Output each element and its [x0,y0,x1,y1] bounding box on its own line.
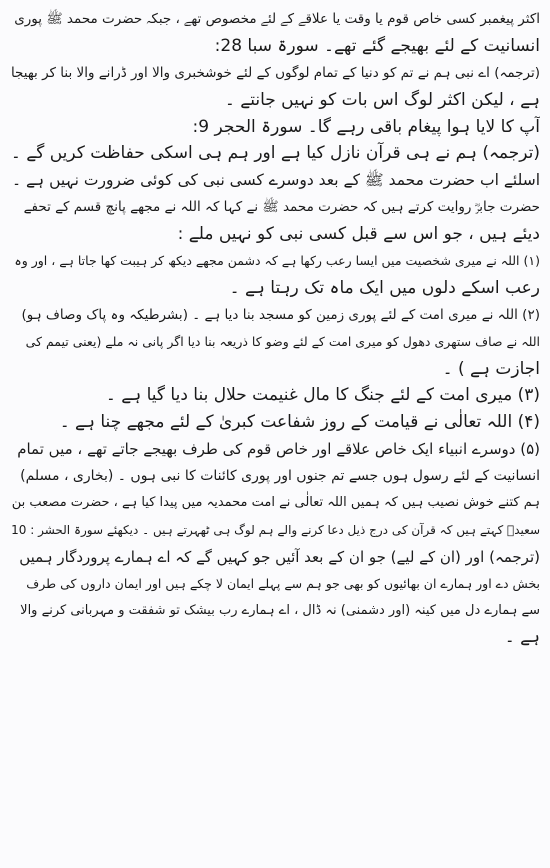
text-line: انسانیت کے لئے رسول ہوں جسے تم جنوں اور پوری کائنات کا نبی ہوں ۔ (بخاری ، مسلم) [20,468,540,485]
text-line: (۳) میری امت کے لئے جنگ کا مال غنیمت حلال بنا دیا گیا ہے ۔ [105,385,540,406]
text-line: (۵) دوسرے انبیاء ایک خاص علاقے اور خاص قوم کی طرف بھیجے جاتے تھے ، میں تمام [17,440,540,459]
text-line: (۱) اللہ نے میری شخصیت میں ایسا رعب رکھا ہے کہ دشمن مجھے دیکھ کر ہیبت کھا جاتا ہے ، اور وہ [14,253,540,269]
text-line: اجازت ہے ) ۔ [442,358,540,379]
text-line: بخش دے اور ہمارے ان بھائیوں کو بھی جو ہم سے پہلے ایمان لا چکے ہیں اور ایمان داروں کی طرف [26,575,540,591]
text-line: حضرت جابرؓ روایت کرتے ہیں کہ حضرت محمد ﷺ نے کہا کہ اللہ نے مجھے پانچ قسم کے تحفے [23,199,540,216]
text-line: (۲) اللہ نے میری امت کے لئے پوری زمین کو مسجد بنا دیا ہے ۔ (بشرطیکہ وہ پاک وصاف ہو) [21,306,540,323]
text-line: اسلئے اب حضرت محمد ﷺ کے بعد دوسرے کسی نبی کی کوئی ضرورت نہیں ہے ۔ [11,171,540,190]
text-line: ہم کتنے خوش نصیب ہیں کہ ہمیں اللہ تعالٰی نے امت محمدیہ میں پیدا کیا ہے ، حضرت مصعب بن [11,495,540,511]
text-line: سعیدؓ کہتے ہیں کہ قرآن کی درج ذیل دعا کرنے والے ہم لوگ ہی ٹھہرتے ہیں ۔ دیکھئے سورۃ الحشر : 10 [11,522,540,537]
text-line: رعب اسکے دلوں میں ایک ماہ تک رہتا ہے ۔ [229,277,540,298]
text-line: اللہ نے صاف ستھری دھول کو میری امت کے لئے وضو کا ذریعہ بنا دیا اگر پانی نہ ملے (یعنی تیمم کی [25,333,540,349]
text-line: (ترجمہ) اے نبی ہم نے تم کو دنیا کے تمام لوگوں کے لئے خوشخبری والا اور ڈرانے والا بنا کر بھیجا [10,64,540,81]
text-line: دیئے ہیں ، جو اس سے قبل کسی نبی کو نہیں ملے : [177,224,540,245]
text-line: (۴) اللہ تعالٰی نے قیامت کے روز شفاعت کبریٰ کے لئے مجھے چنا ہے ۔ [59,412,540,433]
text-line: آپ کا لایا ہوا پیغام باقی رہے گا۔ سورۃ الحجر 9: [192,116,540,137]
text-line: (ترجمہ) اور (ان کے لیے) جو ان کے بعد آئیں جو کہیں گے کہ اے ہمارے پروردگار ہمیں [19,547,540,566]
text-line: ہے ، لیکن اکثر لوگ اس بات کو نہیں جانتے ۔ [224,89,540,110]
text-line: (ترجمہ) ہم نے ہی قرآن نازل کیا ہے اور ہم ہی اسکی حفاظت کریں گے ۔ [10,143,540,164]
text-line: سے ہمارے دل میں کینہ (اور دشمنی) نہ ڈال ، اے ہمارے رب بیشک تو شفقت و مہربانی کرنے والا [20,602,540,618]
text-line: ہے ۔ [504,627,540,648]
text-line: انسانیت کے لئے بھیجے گئے تھے۔ سورۃ سبا 28: [214,35,540,56]
text-line: اکثر پیغمبر کسی خاص قوم یا وقت یا علاقے کے لئے مخصوص تھے ، جبکہ حضرت محمد ﷺ پوری [14,11,540,27]
